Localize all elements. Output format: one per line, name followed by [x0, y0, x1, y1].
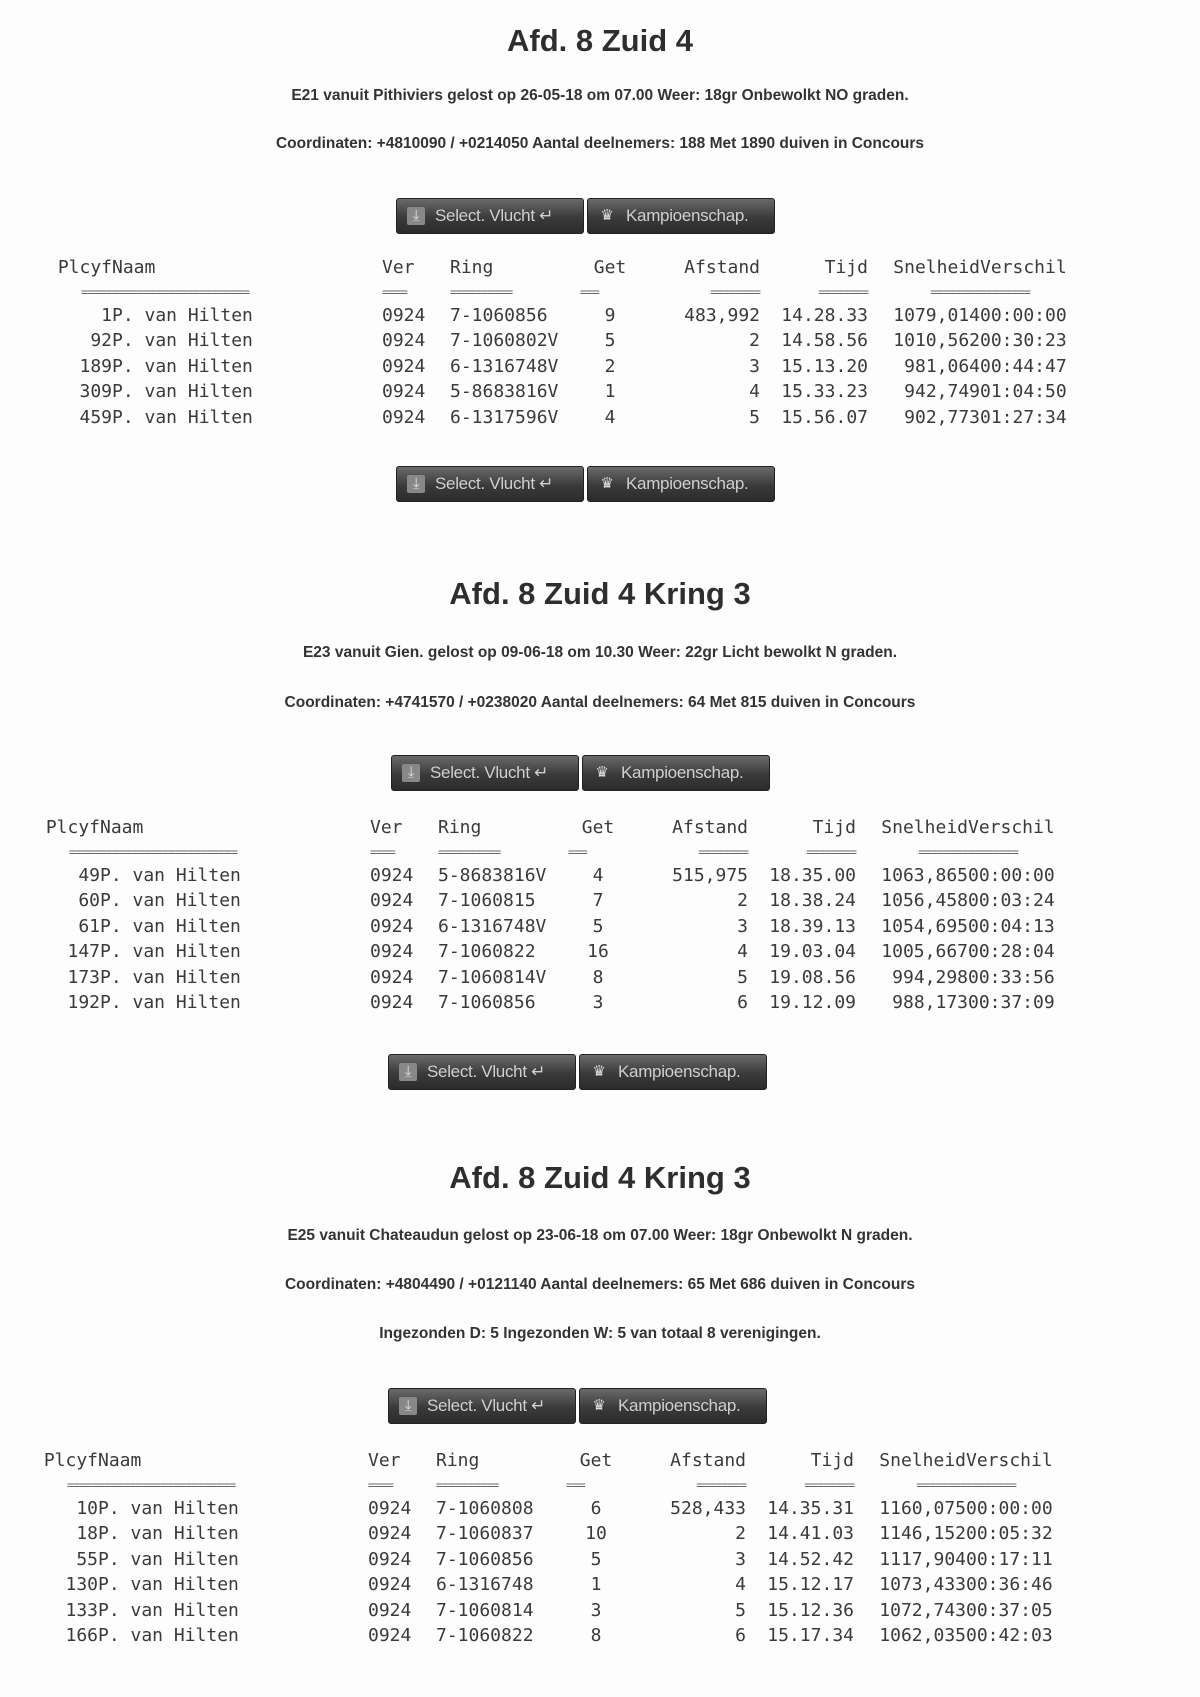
cell-snelheid: 1005,667 [881, 941, 968, 963]
race-info-line: E21 vanuit Pithiviers gelost op 26-05-18 om 07.00 Weer: 18gr Onbewolkt NO graden. [291, 87, 909, 104]
cell-ver: 0924 [368, 1574, 412, 1596]
cell-tijd: 15.17.34 [767, 1625, 854, 1647]
separator: ==== [382, 284, 407, 299]
race-info-line: Ingezonden D: 5 Ingezonden W: 5 van totaal 8 verenigingen. [379, 1325, 821, 1342]
cell-snelheid: 1054,695 [881, 915, 968, 937]
cell-ring: 7-1060808 [436, 1497, 534, 1519]
cell-naam: P. van Hilten [100, 864, 241, 886]
cell-naam: P. van Hilten [112, 406, 253, 428]
cell-naam: P. van Hilten [100, 941, 241, 963]
table-row [46, 379, 1090, 405]
cell-verschil: 00:37:05 [966, 1599, 1053, 1621]
cell-ring: 7-1060802V [450, 330, 559, 352]
cell-snelheid: 1117,904 [879, 1548, 966, 1570]
cell-get: 3 [590, 1599, 602, 1621]
crown-icon: ♛ [595, 764, 609, 781]
results-table [46, 255, 1090, 430]
separator: ===== [68, 844, 100, 859]
crown-icon: ♛ [600, 475, 614, 492]
cell-plcyf: 18 [76, 1523, 98, 1545]
column-header-snelheid: Snelheid [893, 257, 980, 279]
section-title: Afd. 8 Zuid 4 [507, 23, 693, 58]
column-header-verschil: Verschil [968, 817, 1055, 839]
cell-verschil: 00:42:03 [966, 1625, 1053, 1647]
cell-afstand: 3 [749, 355, 760, 377]
cell-naam: P. van Hilten [98, 1599, 239, 1621]
cell-afstand: 2 [735, 1523, 746, 1545]
cell-ring: 7-1060822 [438, 941, 536, 963]
kampioenschap-button[interactable] [587, 466, 775, 502]
separator: ======== [968, 844, 1018, 859]
separator: ===== [66, 1477, 98, 1492]
column-header-afstand: Afstand [670, 1450, 746, 1472]
cell-plcyf: 459 [79, 406, 112, 428]
cell-tijd: 15.13.20 [781, 355, 868, 377]
cell-afstand: 3 [735, 1548, 746, 1570]
kampioenschap-label: Kampioenschap. [621, 763, 744, 782]
cell-tijd: 19.03.04 [769, 941, 856, 963]
separator: ======== [916, 1477, 966, 1492]
cell-ring: 5-8683816V [438, 864, 547, 886]
cell-snelheid: 988,173 [892, 992, 968, 1014]
separator: === [566, 1477, 585, 1492]
table-row [34, 990, 1078, 1016]
separator: ======== [696, 1477, 746, 1492]
cell-naam: P. van Hilten [100, 992, 241, 1014]
table-row [34, 965, 1078, 991]
separator: ======== [930, 284, 980, 299]
button-group [396, 466, 775, 502]
cell-verschil: 00:00:00 [966, 1497, 1053, 1519]
cell-naam: P. van Hilten [98, 1625, 239, 1647]
column-header-ver: Ver [382, 257, 415, 279]
cell-get: 4 [592, 864, 604, 886]
cell-verschil: 00:28:04 [968, 941, 1055, 963]
cell-get: 1 [590, 1574, 602, 1596]
table-row [34, 939, 1078, 965]
column-header-verschil: Verschil [966, 1450, 1053, 1472]
cell-ver: 0924 [382, 304, 426, 326]
cell-verschil: 00:37:09 [968, 992, 1055, 1014]
cell-ver: 0924 [382, 381, 426, 403]
download-icon: ⤓ [402, 764, 420, 782]
cell-ring: 7-1060814 [436, 1599, 534, 1621]
cell-snelheid: 994,298 [892, 966, 968, 988]
column-header-snelheid: Snelheid [879, 1450, 966, 1472]
cell-afstand: 515,975 [672, 864, 748, 886]
button-group [388, 1054, 767, 1090]
cell-plcyf: 49 [78, 864, 100, 886]
cell-verschil: 00:30:23 [980, 330, 1067, 352]
download-icon: ⤓ [407, 475, 425, 493]
cell-ver: 0924 [370, 941, 414, 963]
cell-get: 5 [590, 1548, 602, 1570]
cell-snelheid: 902,773 [904, 406, 980, 428]
cell-tijd: 14.52.42 [767, 1548, 854, 1570]
cell-ver: 0924 [370, 966, 414, 988]
cell-ring: 7-1060822 [436, 1625, 534, 1647]
cell-get: 10 [585, 1523, 607, 1545]
column-header-tijd: Tijd [824, 257, 868, 279]
cell-tijd: 15.12.17 [767, 1574, 854, 1596]
select-vlucht-button[interactable] [396, 198, 584, 234]
cell-naam: P. van Hilten [98, 1497, 239, 1519]
cell-tijd: 14.35.31 [767, 1497, 854, 1519]
cell-ring: 7-1060814V [438, 966, 547, 988]
race-info-line: Coordinaten: +4741570 / +0238020 Aantal deelnemers: 64 Met 815 duiven in Concours [284, 694, 916, 711]
cell-naam: P. van Hilten [100, 915, 241, 937]
cell-afstand: 6 [735, 1625, 746, 1647]
column-header-verschil: Verschil [980, 257, 1067, 279]
kampioenschap-label: Kampioenschap. [626, 474, 749, 493]
separator: ======== [804, 1477, 854, 1492]
cell-tijd: 15.56.07 [781, 406, 868, 428]
cell-snelheid: 1072,743 [879, 1599, 966, 1621]
cell-verschil: 01:27:34 [980, 406, 1067, 428]
column-header-plcyf: Plcyf [57, 257, 112, 279]
cell-naam: P. van Hilten [112, 330, 253, 352]
table-row [32, 1521, 1076, 1547]
cell-afstand: 528,433 [670, 1497, 746, 1519]
separator: ====================== [98, 1477, 235, 1492]
section-title: Afd. 8 Zuid 4 Kring 3 [449, 1160, 751, 1195]
separator: ===== [80, 284, 112, 299]
column-header-ver: Ver [368, 1450, 401, 1472]
cell-tijd: 18.38.24 [769, 890, 856, 912]
column-header-naam: Naam [112, 257, 156, 279]
column-header-plcyf: Plcyf [43, 1450, 98, 1472]
table-row [32, 1572, 1076, 1598]
cell-ring: 6-1316748V [450, 355, 559, 377]
cell-ver: 0924 [368, 1548, 412, 1570]
cell-ring: 7-1060815 [438, 890, 536, 912]
cell-tijd: 14.41.03 [767, 1523, 854, 1545]
table-header-row [32, 1448, 1076, 1474]
table-header-row [46, 255, 1090, 281]
separator: ==== [368, 1477, 393, 1492]
cell-snelheid: 1056,458 [881, 890, 968, 912]
column-header-tijd: Tijd [812, 817, 856, 839]
race-info-line: E25 vanuit Chateaudun gelost op 23-06-18 om 07.00 Weer: 18gr Onbewolkt N graden. [287, 1227, 913, 1244]
cell-verschil: 00:04:13 [968, 915, 1055, 937]
cell-ring: 7-1060856 [436, 1548, 534, 1570]
cell-naam: P. van Hilten [112, 355, 253, 377]
select-vlucht-label: Select. Vlucht ↵ [427, 1062, 546, 1081]
button-group [391, 755, 770, 791]
cell-plcyf: 147 [67, 941, 100, 963]
cell-snelheid: 1063,865 [881, 864, 968, 886]
select-vlucht-button[interactable] [388, 1388, 576, 1424]
cell-tijd: 18.39.13 [769, 915, 856, 937]
column-header-snelheid: Snelheid [881, 817, 968, 839]
cell-get: 5 [604, 330, 616, 352]
separator-row [46, 281, 1090, 303]
kampioenschap-button[interactable] [579, 1388, 767, 1424]
cell-get: 3 [592, 992, 604, 1014]
cell-snelheid: 1160,075 [879, 1497, 966, 1519]
kampioenschap-button[interactable] [582, 755, 770, 791]
cell-verschil: 00:00:00 [980, 304, 1067, 326]
cell-tijd: 15.12.36 [767, 1599, 854, 1621]
select-vlucht-label: Select. Vlucht ↵ [435, 206, 554, 225]
column-header-plcyf: Plcyf [45, 817, 100, 839]
cell-plcyf: 166 [65, 1625, 98, 1647]
cell-plcyf: 1 [101, 304, 112, 326]
column-header-get: Get [579, 1450, 613, 1472]
select-vlucht-button[interactable] [388, 1054, 576, 1090]
cell-ring: 6-1317596V [450, 406, 559, 428]
cell-afstand: 4 [749, 381, 760, 403]
column-header-ring: Ring [450, 257, 494, 279]
download-icon: ⤓ [399, 1397, 417, 1415]
table-row [34, 863, 1078, 889]
select-vlucht-label: Select. Vlucht ↵ [435, 474, 554, 493]
separator: ======== [710, 284, 760, 299]
race-info-line: Coordinaten: +4810090 / +0214050 Aantal deelnemers: 188 Met 1890 duiven in Concours [275, 135, 925, 152]
cell-ring: 5-8683816V [450, 381, 559, 403]
cell-ring: 7-1060837 [436, 1523, 534, 1545]
cell-afstand: 3 [737, 915, 748, 937]
table-row [46, 405, 1090, 431]
cell-plcyf: 309 [79, 381, 112, 403]
column-header-ver: Ver [370, 817, 403, 839]
separator: ====================== [100, 844, 237, 859]
cell-verschil: 00:44:47 [980, 355, 1067, 377]
table-row [46, 303, 1090, 329]
separator: === [568, 844, 587, 859]
separator: ========== [436, 1477, 499, 1492]
cell-plcyf: 92 [90, 330, 112, 352]
table-row [32, 1496, 1076, 1522]
separator: ======== [966, 1477, 1016, 1492]
separator: ======== [818, 284, 868, 299]
cell-get: 9 [604, 304, 616, 326]
cell-get: 5 [592, 915, 604, 937]
download-icon: ⤓ [399, 1063, 417, 1081]
kampioenschap-button[interactable] [587, 198, 775, 234]
cell-verschil: 00:03:24 [968, 890, 1055, 912]
cell-ver: 0924 [382, 330, 426, 352]
cell-naam: P. van Hilten [100, 966, 241, 988]
separator: ==== [370, 844, 395, 859]
select-vlucht-label: Select. Vlucht ↵ [430, 763, 549, 782]
separator: ========== [450, 284, 513, 299]
cell-plcyf: 192 [67, 992, 100, 1014]
cell-verschil: 00:36:46 [966, 1574, 1053, 1596]
cell-verschil: 00:17:11 [966, 1548, 1053, 1570]
cell-get: 4 [604, 406, 616, 428]
cell-ver: 0924 [382, 355, 426, 377]
cell-tijd: 14.28.33 [781, 304, 868, 326]
cell-snelheid: 942,749 [904, 381, 980, 403]
table-row [32, 1598, 1076, 1624]
cell-afstand: 483,992 [684, 304, 760, 326]
download-icon: ⤓ [407, 207, 425, 225]
cell-ver: 0924 [382, 406, 426, 428]
cell-tijd: 18.35.00 [769, 864, 856, 886]
cell-naam: P. van Hilten [112, 304, 253, 326]
cell-ver: 0924 [370, 915, 414, 937]
cell-afstand: 5 [735, 1599, 746, 1621]
cell-ver: 0924 [370, 864, 414, 886]
cell-snelheid: 1073,433 [879, 1574, 966, 1596]
cell-plcyf: 133 [65, 1599, 98, 1621]
column-header-naam: Naam [98, 1450, 142, 1472]
race-info-line: E23 vanuit Gien. gelost op 09-06-18 om 10.30 Weer: 22gr Licht bewolkt N graden. [302, 644, 898, 661]
results-table [32, 1448, 1076, 1649]
cell-plcyf: 130 [65, 1574, 98, 1596]
table-header-row [34, 815, 1078, 841]
crown-icon: ♛ [592, 1397, 606, 1414]
cell-get: 6 [590, 1497, 602, 1519]
cell-snelheid: 1010,562 [893, 330, 980, 352]
table-row [32, 1547, 1076, 1573]
cell-ver: 0924 [368, 1497, 412, 1519]
separator: ======== [698, 844, 748, 859]
separator-row [32, 1474, 1076, 1496]
cell-tijd: 14.58.56 [781, 330, 868, 352]
cell-afstand: 4 [735, 1574, 746, 1596]
cell-plcyf: 61 [78, 915, 100, 937]
cell-naam: P. van Hilten [100, 890, 241, 912]
table-row [46, 328, 1090, 354]
race-info-line: Coordinaten: +4804490 / +0121140 Aantal deelnemers: 65 Met 686 duiven in Concours [284, 1276, 916, 1293]
results-table [34, 815, 1078, 1016]
cell-verschil: 01:04:50 [980, 381, 1067, 403]
column-header-get: Get [593, 257, 627, 279]
cell-ring: 6-1316748V [438, 915, 547, 937]
button-group [396, 198, 775, 234]
cell-ver: 0924 [368, 1625, 412, 1647]
cell-afstand: 4 [737, 941, 748, 963]
select-vlucht-label: Select. Vlucht ↵ [427, 1396, 546, 1415]
select-vlucht-button[interactable] [391, 755, 579, 791]
separator: ======== [980, 284, 1030, 299]
cell-get: 16 [587, 941, 609, 963]
column-header-get: Get [581, 817, 615, 839]
cell-snelheid: 1079,014 [893, 304, 980, 326]
cell-get: 2 [604, 355, 616, 377]
cell-snelheid: 981,064 [904, 355, 980, 377]
cell-snelheid: 1062,035 [879, 1625, 966, 1647]
table-row [46, 354, 1090, 380]
button-group [388, 1388, 767, 1424]
separator: ========== [438, 844, 501, 859]
crown-icon: ♛ [592, 1063, 606, 1080]
cell-afstand: 5 [737, 966, 748, 988]
cell-get: 7 [592, 890, 604, 912]
cell-afstand: 6 [737, 992, 748, 1014]
cell-ring: 6-1316748 [436, 1574, 534, 1596]
cell-plcyf: 55 [76, 1548, 98, 1570]
cell-naam: P. van Hilten [98, 1548, 239, 1570]
cell-ver: 0924 [368, 1599, 412, 1621]
kampioenschap-label: Kampioenschap. [626, 206, 749, 225]
cell-get: 8 [592, 966, 604, 988]
cell-verschil: 00:33:56 [968, 966, 1055, 988]
cell-get: 8 [590, 1625, 602, 1647]
cell-plcyf: 10 [76, 1497, 98, 1519]
cell-tijd: 19.08.56 [769, 966, 856, 988]
cell-get: 1 [604, 381, 616, 403]
cell-ver: 0924 [370, 890, 414, 912]
column-header-afstand: Afstand [684, 257, 760, 279]
kampioenschap-button[interactable] [579, 1054, 767, 1090]
kampioenschap-label: Kampioenschap. [618, 1396, 741, 1415]
section-title: Afd. 8 Zuid 4 Kring 3 [449, 576, 751, 611]
cell-naam: P. van Hilten [112, 381, 253, 403]
table-row [32, 1623, 1076, 1649]
separator: ======== [806, 844, 856, 859]
separator-row [34, 841, 1078, 863]
cell-afstand: 2 [737, 890, 748, 912]
separator: ====================== [112, 284, 249, 299]
cell-ver: 0924 [370, 992, 414, 1014]
table-row [34, 914, 1078, 940]
cell-tijd: 19.12.09 [769, 992, 856, 1014]
column-header-ring: Ring [436, 1450, 480, 1472]
crown-icon: ♛ [600, 207, 614, 224]
cell-verschil: 00:00:00 [968, 864, 1055, 886]
separator: === [580, 284, 599, 299]
cell-afstand: 5 [749, 406, 760, 428]
column-header-tijd: Tijd [810, 1450, 854, 1472]
cell-plcyf: 60 [78, 890, 100, 912]
column-header-afstand: Afstand [672, 817, 748, 839]
cell-naam: P. van Hilten [98, 1574, 239, 1596]
cell-tijd: 15.33.23 [781, 381, 868, 403]
cell-snelheid: 1146,152 [879, 1523, 966, 1545]
cell-ring: 7-1060856 [438, 992, 536, 1014]
cell-afstand: 2 [749, 330, 760, 352]
cell-ver: 0924 [368, 1523, 412, 1545]
cell-plcyf: 173 [67, 966, 100, 988]
cell-plcyf: 189 [79, 355, 112, 377]
cell-naam: P. van Hilten [98, 1523, 239, 1545]
select-vlucht-button[interactable] [396, 466, 584, 502]
kampioenschap-label: Kampioenschap. [618, 1062, 741, 1081]
column-header-ring: Ring [438, 817, 482, 839]
cell-verschil: 00:05:32 [966, 1523, 1053, 1545]
table-row [34, 888, 1078, 914]
column-header-naam: Naam [100, 817, 144, 839]
cell-ring: 7-1060856 [450, 304, 548, 326]
separator: ======== [918, 844, 968, 859]
